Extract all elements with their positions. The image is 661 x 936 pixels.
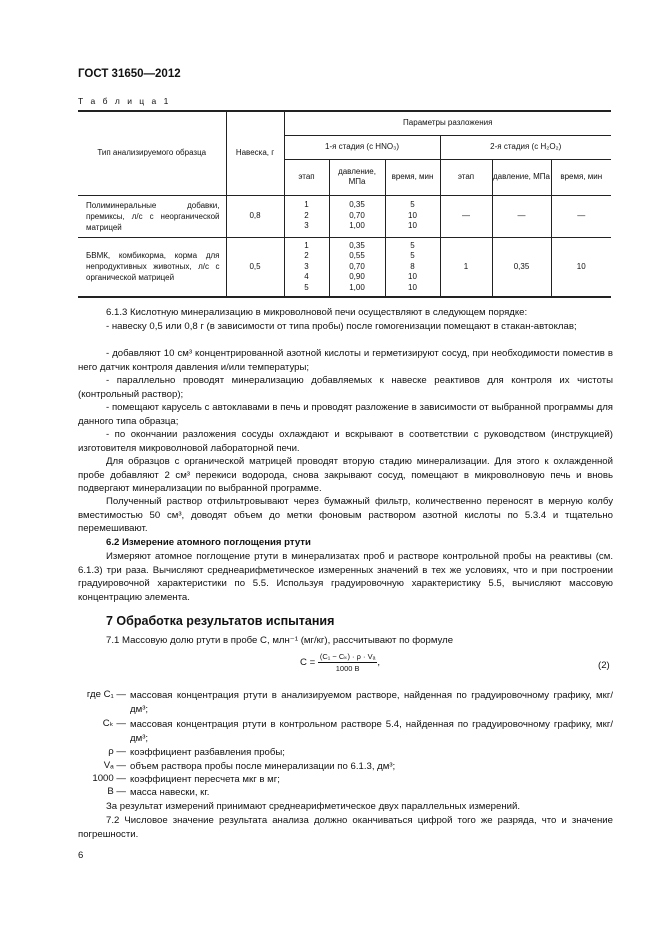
bullet-item: - навеску 0,5 или 0,8 г (в зависимости от типа пробы) после гомогенизации помещают в стакан-автоклав; xyxy=(106,321,577,332)
cell-steps: 1 2 3 4 5 xyxy=(304,240,309,292)
cell-s2-step: — xyxy=(440,195,492,237)
cell-sample: БВМК, комбикорма, корма для непродуктивных животных, л/с с органической матрицей xyxy=(78,237,226,297)
formula-numerator: (C₁ − Cₖ) · ρ · Vₐ xyxy=(319,652,376,661)
paragraph-organic: Для образцов с органической матрицей проводят вторую стадию минерализации. Для этого к охлажденной пробе добавляют 2 см³ перекиси водорода, снова закрывают сосуд, помещают в микроволновую печь и вновь подвергают минерализации по выбранной программе. xyxy=(78,456,613,495)
cell-s2-pressure: 0,35 xyxy=(492,237,551,297)
where-definition: объем раствора пробы после минерализации по 6.1.3, дм³; xyxy=(130,761,396,772)
col-header-mass: Навеска, г xyxy=(226,111,284,195)
formula-tail: , xyxy=(377,657,381,669)
cell-mass: 0,8 xyxy=(226,195,284,237)
formula-number: (2) xyxy=(598,660,610,671)
formula-denominator: 1000 B xyxy=(335,664,360,673)
where-symbol: Cₖ — xyxy=(102,718,126,729)
bullet-item: - по окончании разложения сосуды охлаждают и вскрывают в соответствии с руководством (инструкцией) изготовителя микроволновой лабораторной печи. xyxy=(78,429,613,454)
cell-pressures: 0,35 0,70 1,00 xyxy=(349,200,365,231)
table-row xyxy=(78,237,611,297)
col-header-sample: Тип анализируемого образца xyxy=(78,111,226,195)
cell-s2-step: 1 xyxy=(440,237,492,297)
cell-times: 5 10 10 xyxy=(408,200,417,231)
where-symbol: B — xyxy=(107,786,126,797)
formula-2 xyxy=(300,652,380,673)
where-definition: массовая концентрация ртути в анализируемом растворе, найденная по градуировочному графику, мкг/дм³; xyxy=(130,690,613,715)
decomposition-table xyxy=(78,110,611,298)
where-symbol: Vₐ — xyxy=(103,760,126,771)
bullet-item: - параллельно проводят минерализацию добавляемых к навеске реактивов для контроля их чистоты (контрольный раствор); xyxy=(78,375,613,400)
col-header-params: Параметры разложения xyxy=(284,111,611,135)
table-caption: Т а б л и ц а 1 xyxy=(78,96,171,106)
where-definition: масса навески, кг. xyxy=(130,787,210,798)
where-symbol: 1000 — xyxy=(92,773,126,784)
col-header-stage2: 2-я стадия (с H₂O₂) xyxy=(440,135,611,159)
cell-sample: Полиминеральные добавки, премиксы, л/с с неорганической матрицей xyxy=(78,195,226,237)
cell-mass: 0,5 xyxy=(226,237,284,297)
paragraph-7-1: 7.1 Массовую долю ртути в пробе C, млн⁻¹ (мг/кг), рассчитывают по формуле xyxy=(106,635,454,646)
cell-s2-time: — xyxy=(551,195,611,237)
sub-header-time: время, мин xyxy=(385,159,440,195)
cell-steps: 1 2 3 xyxy=(304,200,309,231)
section-heading-7: 7 Обработка результатов испытания xyxy=(106,614,335,628)
paragraph-filter: Полученный раствор отфильтровывают через бумажный фильтр, количественно переносят в мерную колбу вместимостью 50 см³, доводят объем до метки фоновым раствором азотной кислоты по 5.3.4 и тщательно перемешивают. xyxy=(78,496,613,535)
cell-s2-time: 10 xyxy=(551,237,611,297)
section-heading-6-2: 6.2 Измерение атомного поглощения ртути xyxy=(106,537,311,548)
where-definition: коэффициент пересчета мкг в мг; xyxy=(130,774,280,785)
document-header: ГОСТ 31650—2012 xyxy=(78,68,181,80)
paragraph-6-2: Измеряют атомное поглощение ртути в минерализатах проб и растворе контрольной пробы на реактивы (см. 6.1.3) три раза. Вычисляют среднеарифметическое измеренных значений в тех же условиях, что и при построении градуировочной характеристики по 5.5. Используя градуировочную характеристику 5.5, вычисляют массовую концентрацию элемента. xyxy=(78,551,613,603)
where-symbol: где C₁ — xyxy=(86,689,126,700)
col-header-stage1: 1-я стадия (с HNO₃) xyxy=(284,135,440,159)
formula-lhs: C = xyxy=(300,657,316,669)
sub-header-pressure-2: давление, МПа xyxy=(492,159,551,195)
cell-times: 5 5 8 10 10 xyxy=(408,240,417,292)
paragraph-6-1-3: 6.1.3 Кислотную минерализацию в микроволновой печи осуществляют в следующем порядке: xyxy=(106,307,528,318)
page-number: 6 xyxy=(78,850,84,861)
where-definition: коэффициент разбавления пробы; xyxy=(130,747,285,758)
where-symbol: ρ — xyxy=(108,746,126,757)
paragraph-result: За результат измерений принимают среднеарифметическое двух параллельных измерений. xyxy=(106,801,521,812)
paragraph-7-2: 7.2 Числовое значение результата анализа должно оканчиваться цифрой того же разряда, что и значение погрешности. xyxy=(78,815,613,840)
cell-pressures: 0,35 0,55 0,70 0,90 1,00 xyxy=(349,240,365,292)
sub-header-step: этап xyxy=(284,159,329,195)
sub-header-pressure: давление, МПа xyxy=(329,159,385,195)
sub-header-step-2: этап xyxy=(440,159,492,195)
where-definition: массовая концентрация ртути в контрольном растворе 5.4, найденная по градуировочному графику, мкг/дм³; xyxy=(130,719,613,744)
bullet-item: - помещают карусель с автоклавами в печь и проводят разложение в зависимости от выбранной программы для данного типа образца; xyxy=(78,402,613,427)
table-row xyxy=(78,195,611,237)
sub-header-time-2: время, мин xyxy=(551,159,611,195)
bullet-item: - добавляют 10 см³ концентрированной азотной кислоты и герметизируют сосуд, при необходимости поместив в него датчик контроля давления и/или температуры; xyxy=(78,348,613,373)
cell-s2-pressure: — xyxy=(492,195,551,237)
